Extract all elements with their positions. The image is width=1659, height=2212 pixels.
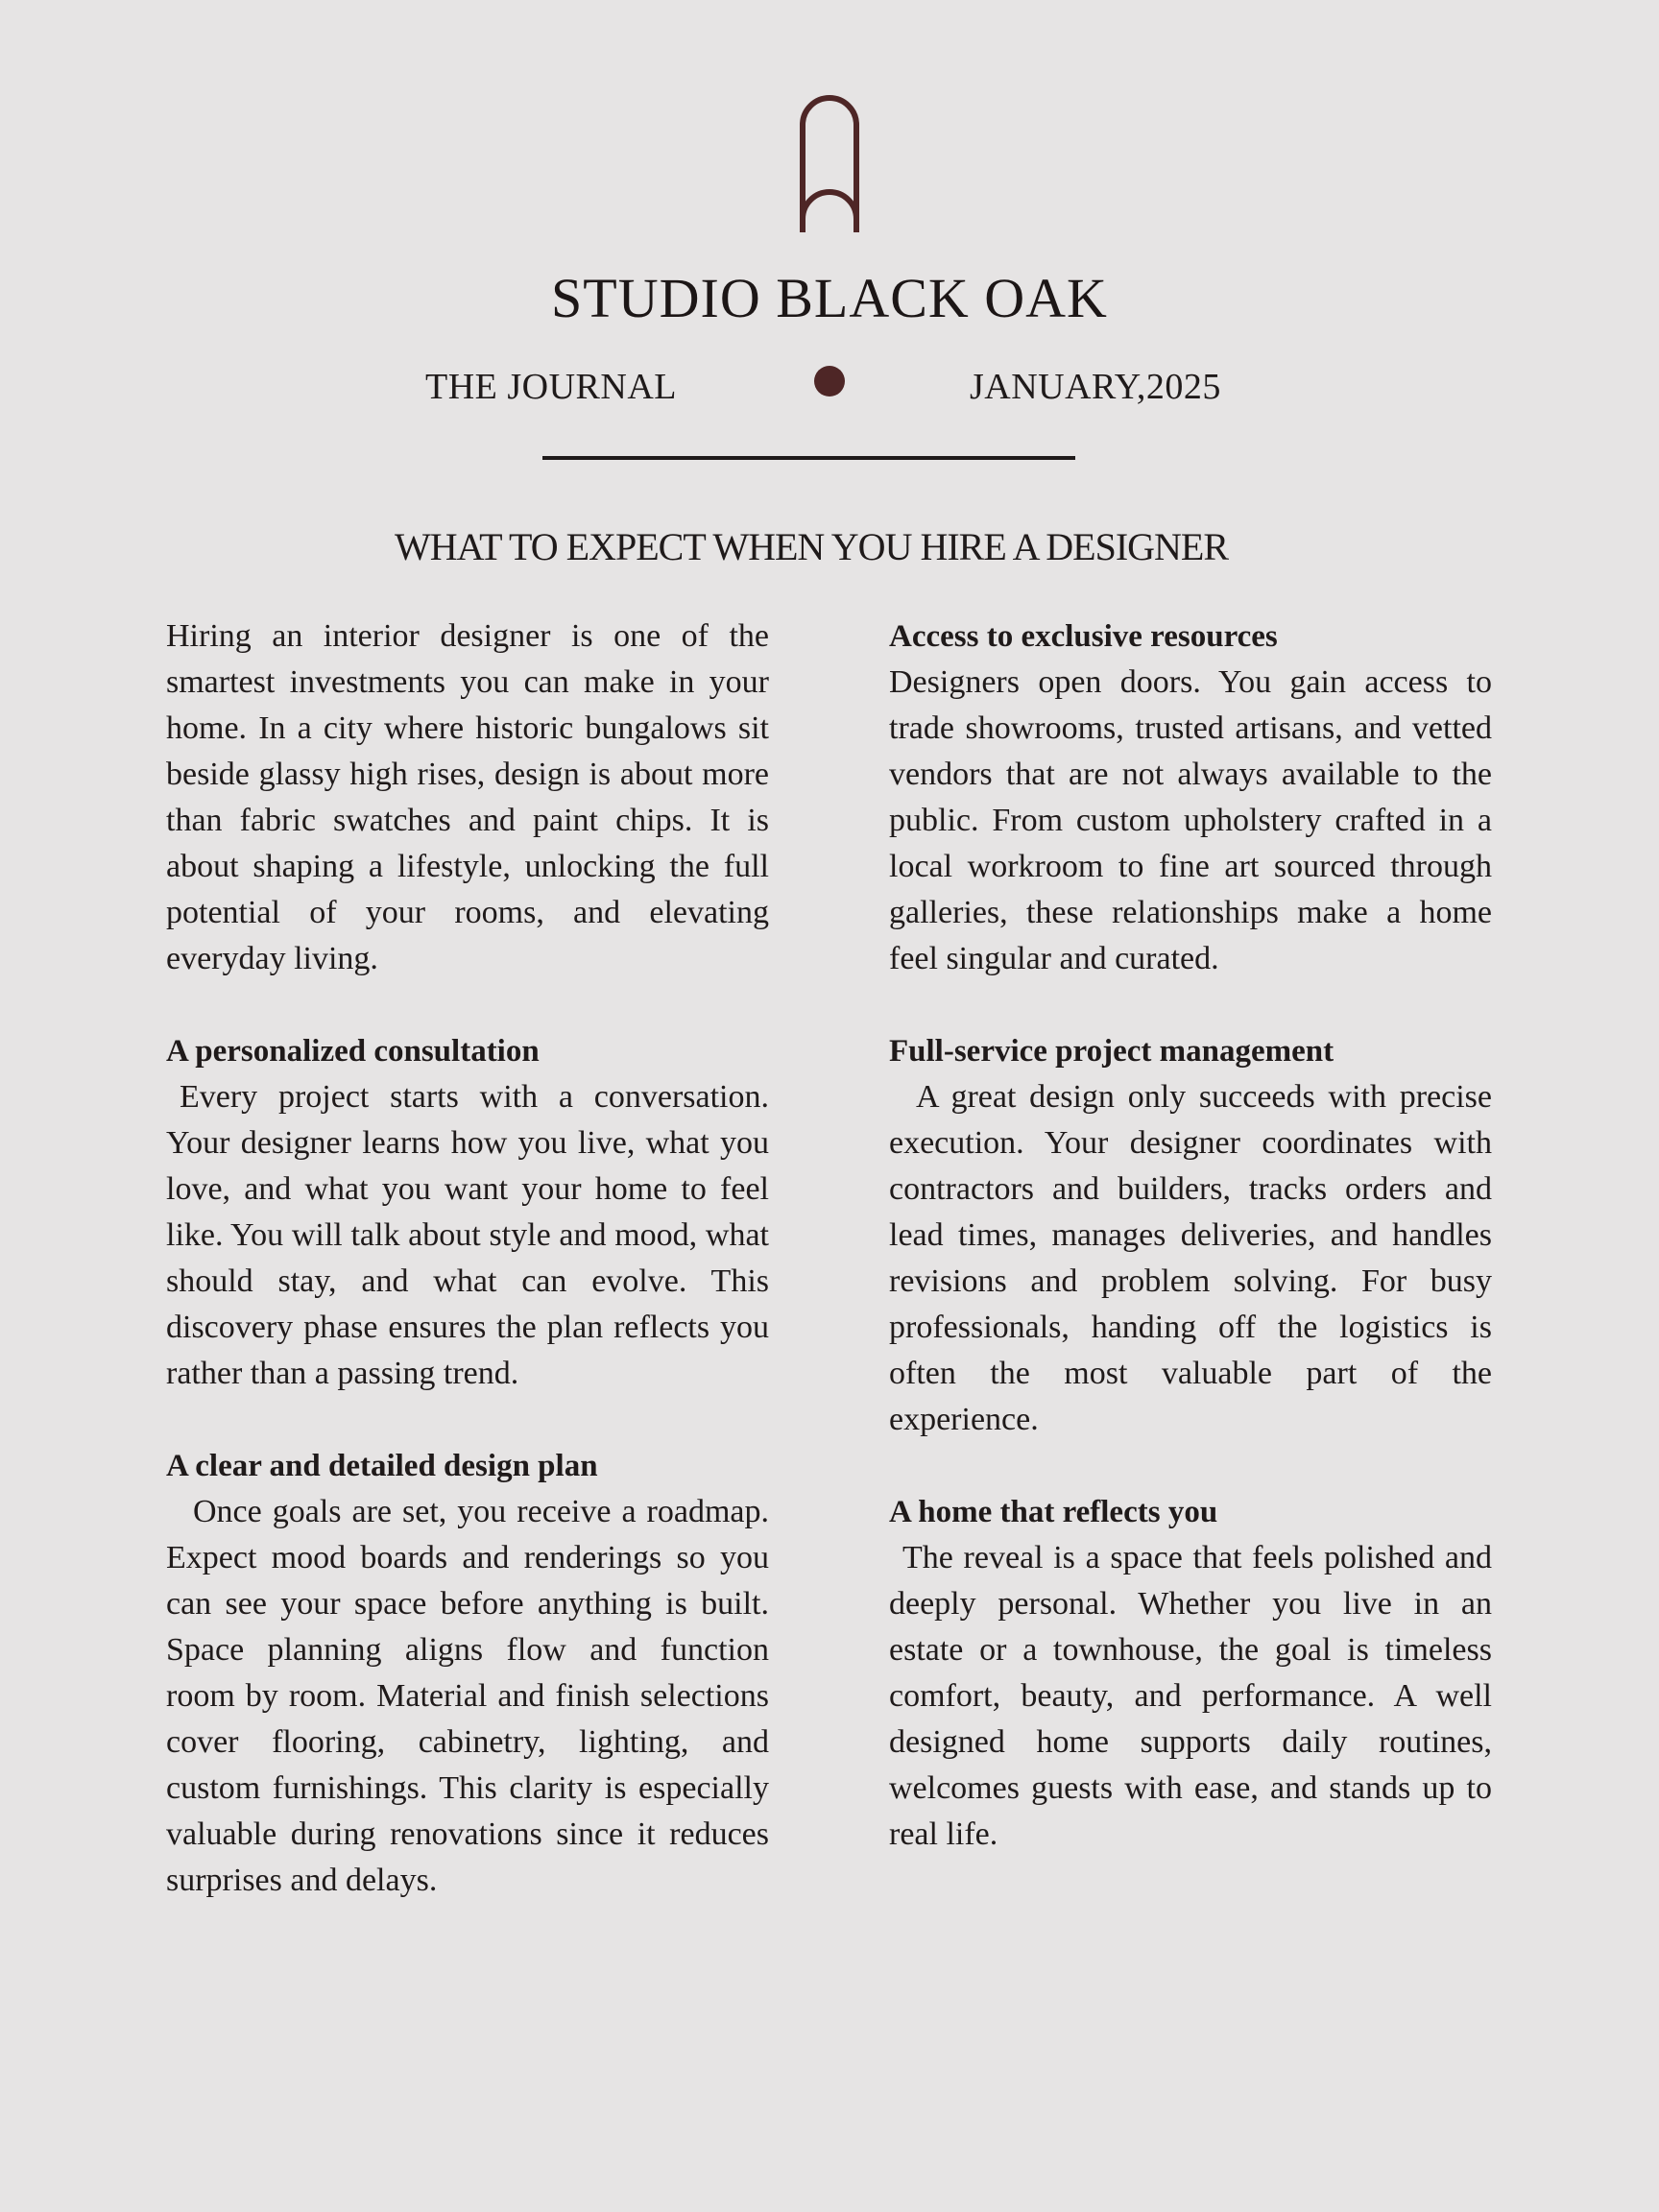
header-divider bbox=[542, 456, 1075, 460]
section-title: A clear and detailed design plan bbox=[166, 1449, 598, 1483]
brand-name: STUDIO BLACK OAK bbox=[551, 267, 1108, 329]
article-intro bbox=[166, 613, 769, 982]
intro-paragraph: Hiring an interior designer is one of the smartest investments you can make in your home. In a city where historic bungalows sit beside glassy high rises, design is about more than fabric swatches and paint chips. It is about shaping a lifestyle, unlocking the full potential of your rooms, and elevating everyday living. bbox=[166, 618, 769, 976]
journal-label: THE JOURNAL bbox=[425, 367, 677, 407]
article-column-right bbox=[889, 613, 1492, 1904]
section-body: Designers open doors. You gain access to trade showrooms, trusted artisans, and vetted vendors that are not always available to the public. From custom upholstery crafted in a local workroom to fine art sourced through galleries, these relationships make a home feel singular and curated. bbox=[889, 664, 1492, 976]
section-title: Access to exclusive resources bbox=[889, 619, 1278, 654]
section-title: A personalized consultation bbox=[166, 1034, 540, 1069]
section-reflects-you bbox=[889, 1489, 1492, 1858]
separator-dot-icon bbox=[814, 366, 845, 397]
issue-date: JANUARY,2025 bbox=[970, 367, 1221, 407]
arch-logo-icon bbox=[798, 92, 861, 234]
section-design-plan bbox=[166, 1443, 769, 1904]
section-project-management bbox=[889, 1028, 1492, 1443]
section-body: A great design only succeeds with precise execution. Your designer coordinates with contractors and builders, tracks orders and lead times, manages deliveries, and handles revisions and problem solving. For busy professionals, handing off the logistics is often the most valuable part of the experience. bbox=[889, 1079, 1492, 1437]
section-body: The reveal is a space that feels polished and deeply personal. Whether you live in an estate or a townhouse, the goal is timeless comfort, beauty, and performance. A well designed home supports daily routines, welcomes guests with ease, and stands up to real life. bbox=[889, 1540, 1492, 1852]
article-title: WHAT TO EXPECT WHEN YOU HIRE A DESIGNER bbox=[394, 525, 1229, 568]
section-title: Full-service project management bbox=[889, 1034, 1334, 1069]
article-column-left bbox=[166, 613, 769, 1950]
section-title: A home that reflects you bbox=[889, 1495, 1218, 1529]
section-consultation bbox=[166, 1028, 769, 1397]
section-resources bbox=[889, 613, 1492, 982]
section-body: Once goals are set, you receive a roadmap. Expect mood boards and renderings so you can see your space before anything is built. Space planning aligns flow and function room by room. Material and finish selections cover flooring, cabinetry, lighting, and custom furnishings. This clarity is especially valuable during renovations since it reduces surprises and delays. bbox=[166, 1494, 769, 1898]
section-body: Every project starts with a conversation. Your designer learns how you live, what you love, and what you want your home to feel like. You will talk about style and mood, what should stay, and what can evolve. This discovery phase ensures the plan reflects you rather than a passing trend. bbox=[166, 1079, 769, 1391]
